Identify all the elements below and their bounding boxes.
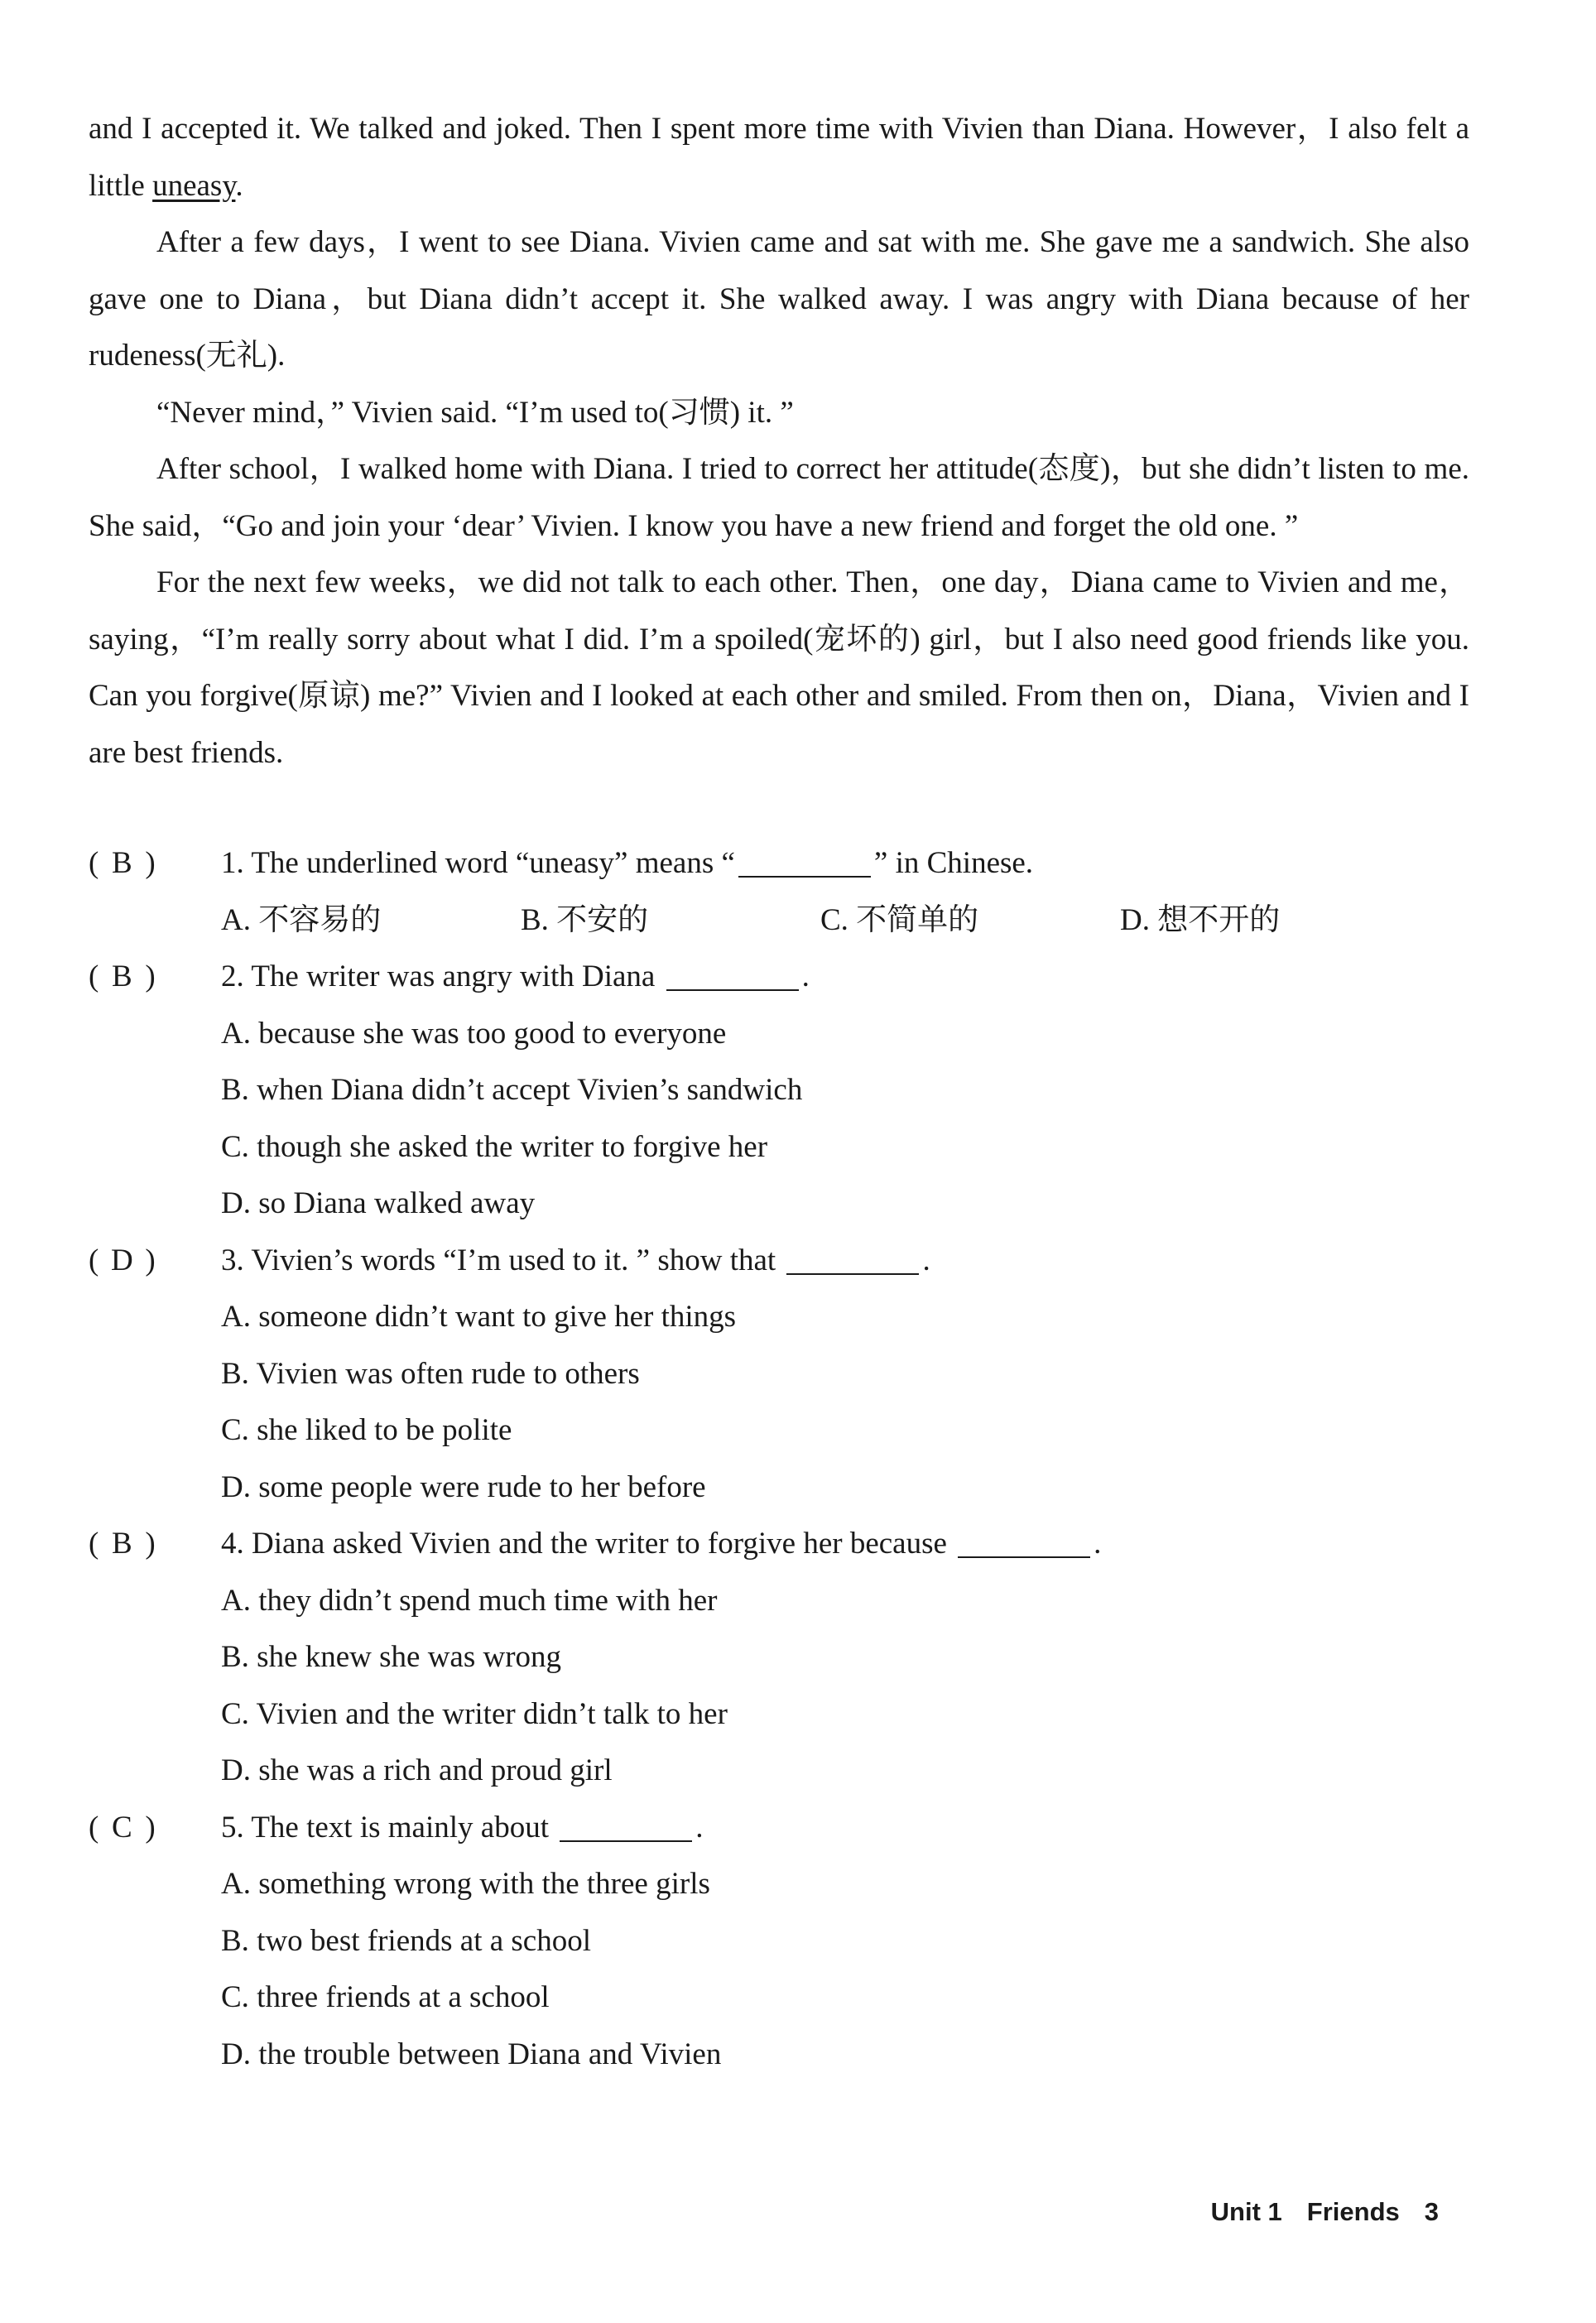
option-c: C. three friends at a school	[221, 1980, 550, 2014]
answer-letter: C	[111, 1810, 132, 1844]
answer-bracket: ( B )	[89, 1516, 221, 1573]
answer-bracket: ( B )	[89, 835, 221, 892]
option-d: D. 想不开的	[1120, 902, 1281, 937]
option-a: A. something wrong with the three girls	[221, 1867, 710, 1901]
option-d: D. she was a rich and proud girl	[221, 1753, 613, 1787]
passage-paragraph-1	[89, 101, 1469, 214]
answer-blank	[560, 1811, 692, 1842]
passage-paragraph-4: After school，I walked home with Diana. I tried to correct her attitude(态度)，but she didn’t listen to me. She said，“Go and join your ‘dear’ Vivien. I know you have a new friend and forget the old one. ”	[89, 452, 1469, 543]
answer-letter: D	[110, 1243, 133, 1277]
option-c: C. Vivien and the writer didn’t talk to her	[221, 1696, 728, 1731]
question-stem: ( B ) 2. The writer was angry with Diana .	[89, 949, 1496, 1006]
option-b: B. when Diana didn’t accept Vivien’s sandwich	[221, 1073, 803, 1107]
answer-bracket: ( D )	[89, 1233, 221, 1290]
stem-text: 1. The underlined word “uneasy” means “	[221, 846, 735, 880]
answer-letter: B	[111, 1527, 132, 1561]
answer-letter: B	[111, 960, 132, 993]
answer-blank	[738, 846, 871, 878]
passage-paragraph-3: “Never mind，” Vivien said. “I’m used to(习惯) it. ”	[156, 395, 794, 430]
option-d: D. the trouble between Diana and Vivien	[221, 2037, 722, 2071]
answer-letter: B	[111, 846, 132, 880]
question-1	[89, 835, 1496, 949]
option-b: B. two best friends at a school	[221, 1923, 591, 1958]
answer-blank	[786, 1243, 919, 1275]
option-a: A. because she was too good to everyone	[221, 1016, 727, 1051]
question-stem: ( D ) 3. Vivien’s words “I’m used to it. ” show that .	[89, 1233, 1496, 1290]
stem-text: 5. The text is mainly about	[221, 1810, 549, 1844]
option-b: B. she knew she was wrong	[221, 1640, 562, 1674]
stem-text: ” in Chinese.	[873, 846, 1034, 880]
option-a: A. 不容易的	[221, 902, 382, 937]
option-a: A. they didn’t spend much time with her	[221, 1583, 718, 1618]
unit-title: Friends	[1306, 2197, 1400, 2226]
passage-text: and I accepted it. We talked and joked. Then I spent more time with Vivien than Diana. However，I also felt a little	[89, 112, 1469, 203]
passage-text: .	[235, 168, 243, 203]
option-b: B. Vivien was often rude to others	[221, 1356, 640, 1391]
question-stem: ( B ) 4. Diana asked Vivien and the writer to forgive her because .	[89, 1516, 1496, 1573]
question-stem	[89, 835, 1496, 892]
stem-text: 2. The writer was angry with Diana	[221, 960, 656, 993]
option-c: C. she liked to be polite	[221, 1413, 512, 1447]
option-c: C. though she asked the writer to forgive her	[221, 1129, 768, 1164]
option-d: D. so Diana walked away	[221, 1186, 536, 1220]
passage-paragraph-2: After a few days，I went to see Diana. Vivien came and sat with me. She gave me a sandwich. She also gave one to Diana，but Diana didn’t accept it. She walked away. I was angry with Diana because of her rudeness(无礼).	[89, 225, 1469, 373]
option-a: A. someone didn’t want to give her things	[221, 1300, 737, 1334]
question-list	[89, 835, 1496, 2083]
page-footer	[1211, 2197, 1439, 2227]
option-d: D. some people were rude to her before	[221, 1469, 706, 1504]
question-4	[89, 1516, 1496, 1800]
answer-blank	[666, 960, 799, 991]
question-3	[89, 1233, 1496, 1517]
option-c: C. 不简单的	[820, 902, 979, 937]
passage-paragraph-5: For the next few weeks，we did not talk to each other. Then，one day，Diana came to Vivien and me，saying，“I’m really sorry about what I did. I’m a spoiled(宠坏的) girl，but I also need good friends like you. Can you forgive(原谅) me?” Vivien and I looked at each other and smiled. From then on，Diana，Vivien and I are best friends.	[89, 565, 1469, 770]
question-stem: ( C ) 5. The text is mainly about .	[89, 1800, 1496, 1857]
question-5	[89, 1800, 1496, 2084]
answer-bracket: ( C )	[89, 1800, 221, 1857]
page-number: 3	[1424, 2197, 1439, 2226]
underlined-word: uneasy	[152, 168, 236, 203]
answer-bracket: ( B )	[89, 949, 221, 1006]
stem-text: 3. Vivien’s words “I’m used to it. ” show that	[221, 1243, 776, 1277]
answer-blank	[958, 1527, 1090, 1558]
unit-label: Unit 1	[1210, 2197, 1282, 2226]
option-row	[89, 892, 1496, 950]
stem-text: 4. Diana asked Vivien and the writer to forgive her because	[221, 1527, 947, 1561]
reading-passage	[89, 101, 1469, 782]
question-2	[89, 949, 1496, 1233]
option-b: B. 不安的	[521, 902, 649, 937]
